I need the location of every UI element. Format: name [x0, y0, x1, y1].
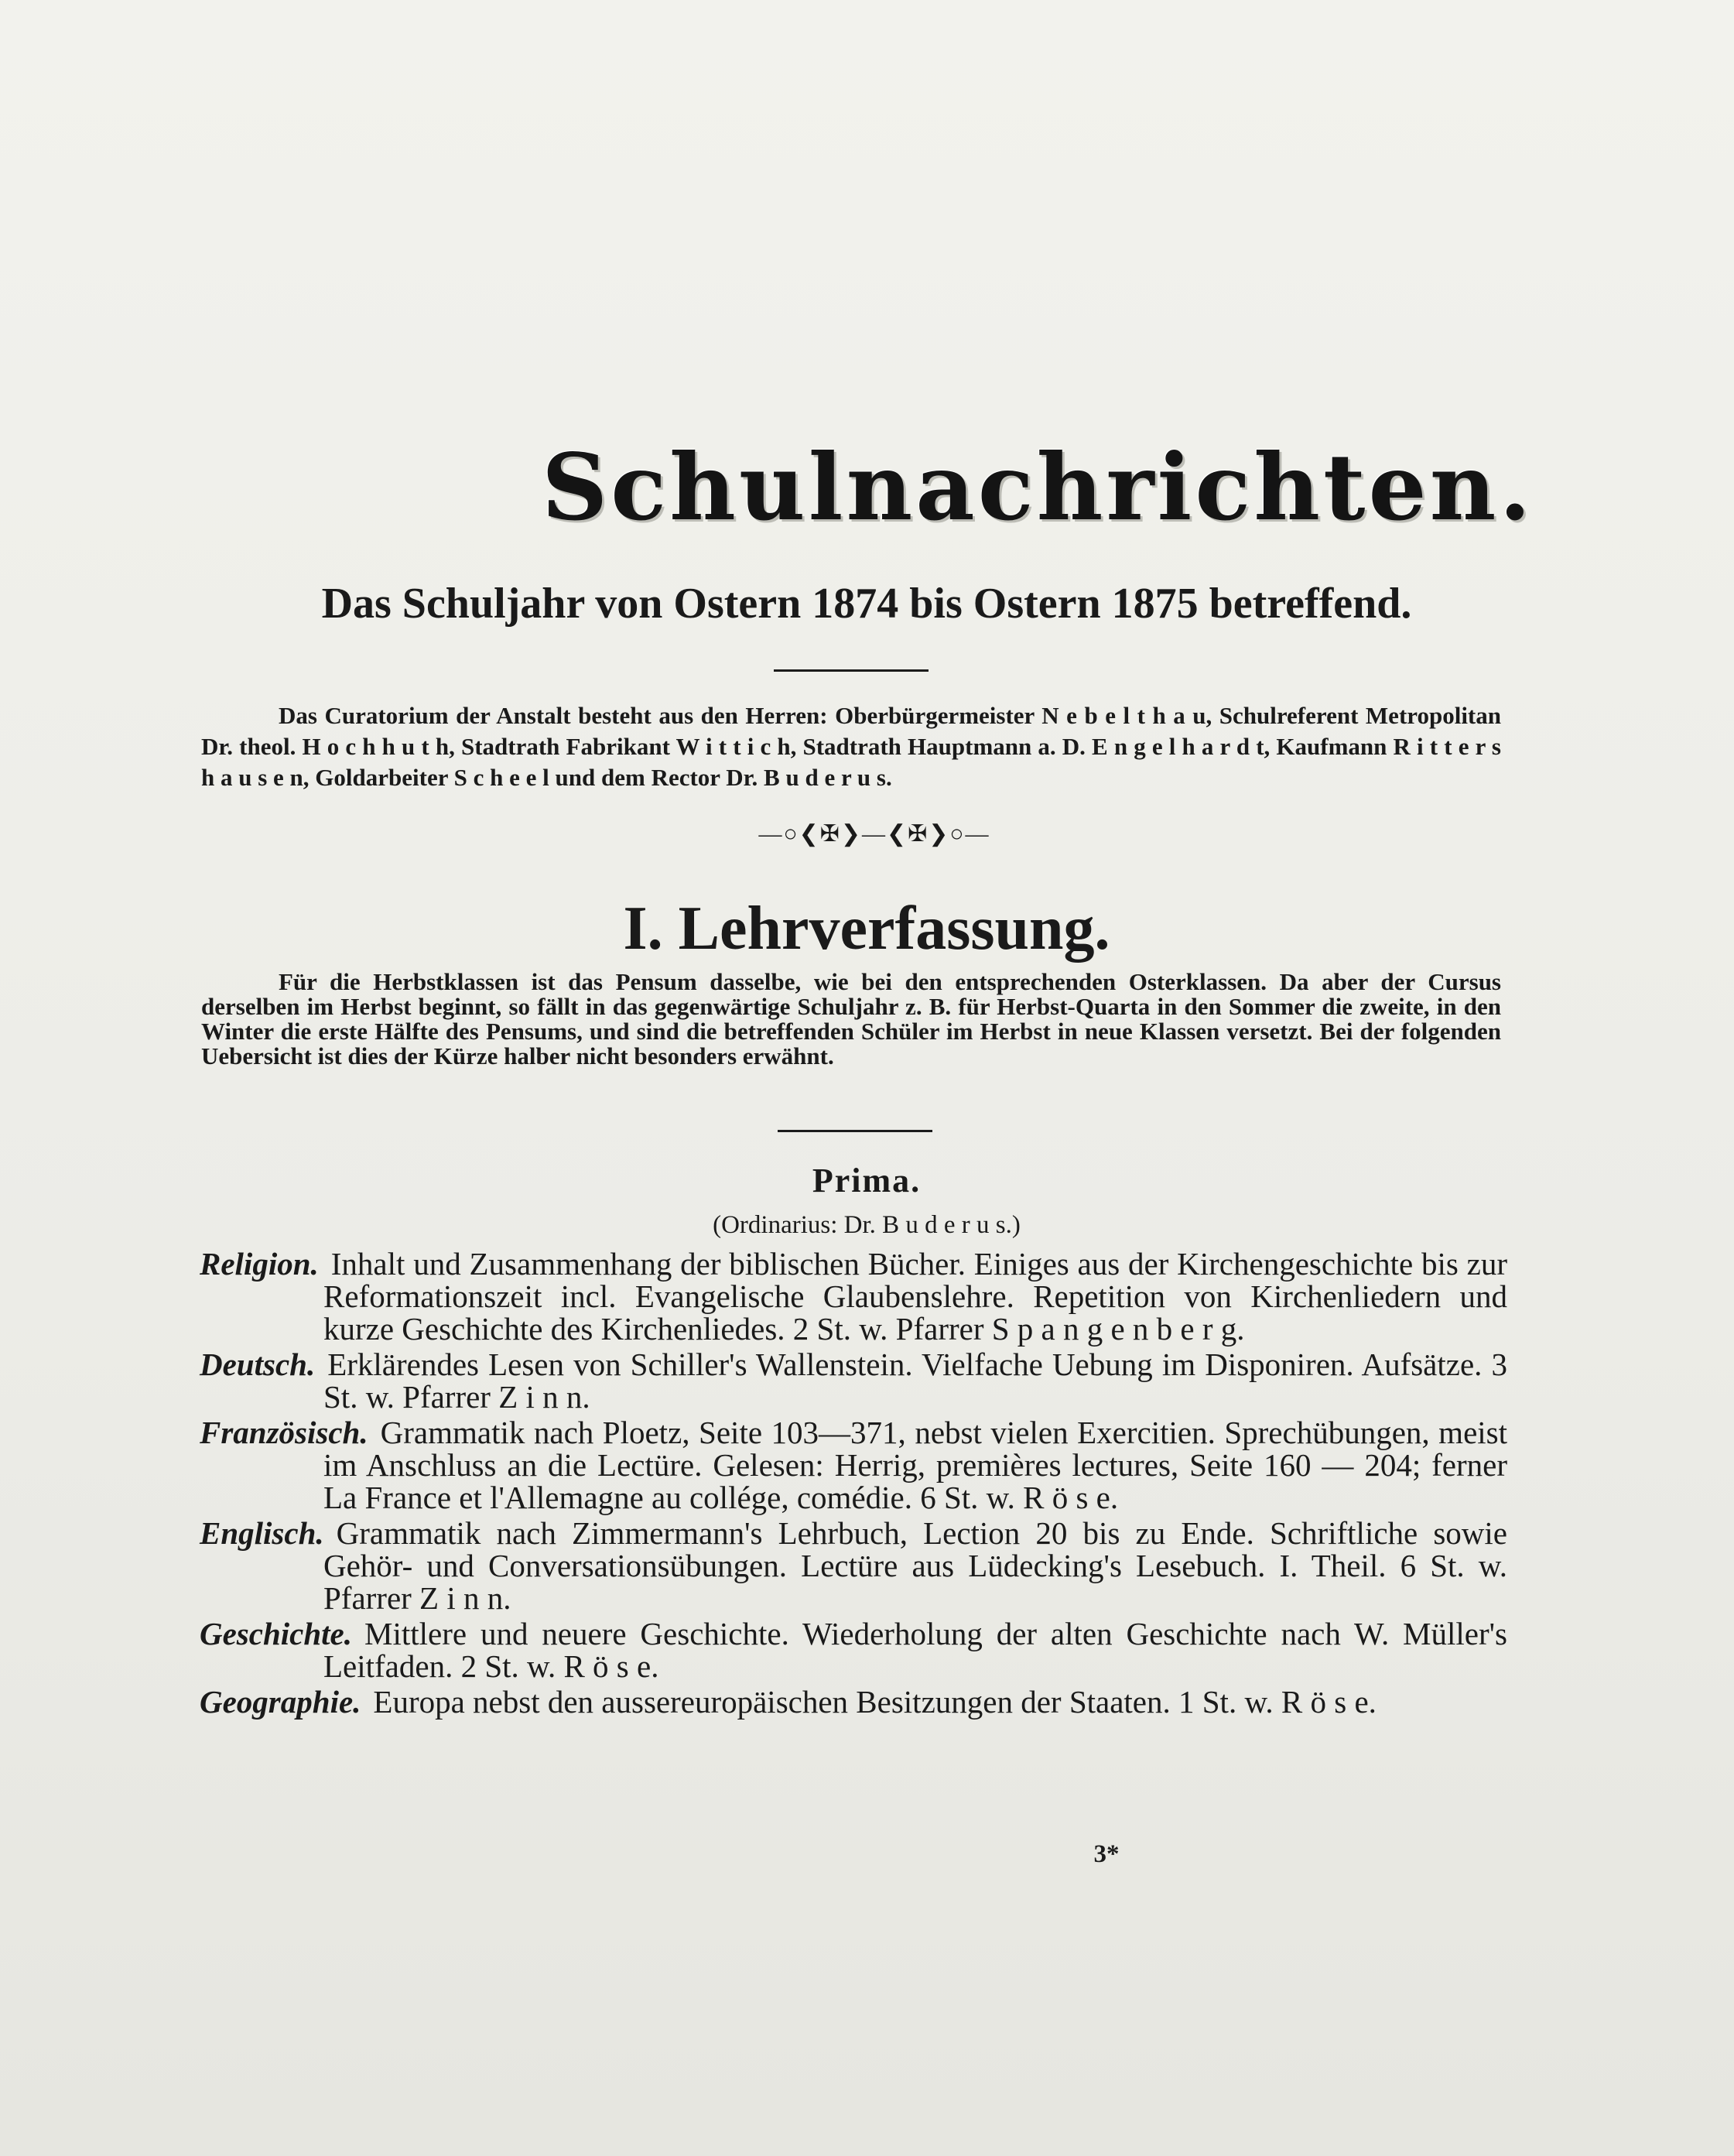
- curatorium-paragraph: Das Curatorium der Anstalt besteht aus den Herren: Oberbürgermeister N e b e l t h a u, Schulreferent Metropolitan Dr. theol. H o c h h u t h, Stadtrath Fabrikant W i t t i c h, Stadtrath Hauptmann a. D. E n g e l h a r d t, Kaufmann R i t t e r s h a u s e n, Goldarbeiter S c h e e l und dem Rector Dr. B u d e r u s.: [201, 702, 1501, 791]
- intro-paragraph: Für die Herbstklassen ist das Pensum dasselbe, wie bei den entsprechenden Osterklassen. Da aber der Cursus derselben im Herbst beginnt, so fällt in das gegenwärtige Schuljahr z. B. für Herbst-Quarta in den Sommer die zweite, in den Winter die erste Hälfte des Pensums, und sind die betreffenden Schüler im Herbst in neue Klassen versetzt. Bei der folgenden Uebersicht ist dies der Kürze halber nicht besonders erwähnt.: [201, 968, 1501, 1069]
- subject-text: Erklärendes Lesen von Schiller's Wallenstein. Vielfache Uebung im Disponiren. Aufsätze. 3 St. w. Pfarrer Z i n n.: [323, 1347, 1507, 1415]
- section-heading: I. Lehrverfassung.: [623, 895, 1110, 963]
- subject-text: Grammatik nach Ploetz, Seite 103—371, nebst vielen Exercitien. Sprechübungen, meist im Anschluss an die Lectüre. Gelesen: Herrig, premières lectures, Seite 160 — 204; ferner La France et l'Allemagne au collége, comédie. 6 St. w. R ö s e.: [323, 1415, 1507, 1515]
- subject-text: Grammatik nach Zimmermann's Lehrbuch, Lection 20 bis zu Ende. Schriftliche sowie Gehör- und Conversationsübungen. Lectüre aus Lüdecking's Lesebuch. I. Theil. 6 St. w. Pfarrer Z i n n.: [323, 1515, 1507, 1616]
- subject-entry: [200, 1416, 1507, 1514]
- subject-name: Geographie.: [200, 1684, 361, 1720]
- class-heading: Prima.: [812, 1162, 922, 1199]
- short-divider: [774, 669, 929, 672]
- subject-name: Geschichte.: [200, 1616, 352, 1651]
- school-year-subtitle: Das Schuljahr von Ostern 1874 bis Ostern 1875 betreffend.: [321, 580, 1412, 628]
- subject-entry: [200, 1348, 1507, 1413]
- ornamental-divider: —○❮✠❯—❮✠❯○—: [758, 821, 990, 847]
- subject-entry: [200, 1247, 1507, 1345]
- subject-entry: [200, 1685, 1507, 1718]
- page-number: 3*: [1093, 1840, 1120, 1868]
- short-divider-2: [778, 1130, 932, 1132]
- subject-text: Mittlere und neuere Geschichte. Wiederholung der alten Geschichte nach W. Müller's Leitfaden. 2 St. w. R ö s e.: [323, 1616, 1507, 1684]
- subject-text: Inhalt und Zusammenhang der biblischen Bücher. Einiges aus der Kirchengeschichte bis zur Reformationszeit incl. Evangelische Glaubenslehre. Repetition von Kirchenliedern und kurze Geschichte des Kirchenliedes. 2 St. w. Pfarrer S p a n g e n b e r g.: [323, 1246, 1507, 1347]
- subject-text: Europa nebst den aussereuropäischen Besitzungen der Staaten. 1 St. w. R ö s e.: [373, 1684, 1377, 1720]
- subject-name: Englisch.: [200, 1515, 324, 1551]
- ordinarius-line: (Ordinarius: Dr. B u d e r u s.): [713, 1211, 1021, 1239]
- subject-name: Religion.: [200, 1246, 319, 1282]
- page-title-blackletter: Schulnachrichten.: [542, 433, 1534, 541]
- subject-name: Deutsch.: [200, 1347, 316, 1382]
- subject-entry: [200, 1617, 1507, 1682]
- subject-name: Französisch.: [200, 1415, 368, 1450]
- subject-list: [200, 1247, 1507, 1721]
- subject-entry: [200, 1517, 1507, 1614]
